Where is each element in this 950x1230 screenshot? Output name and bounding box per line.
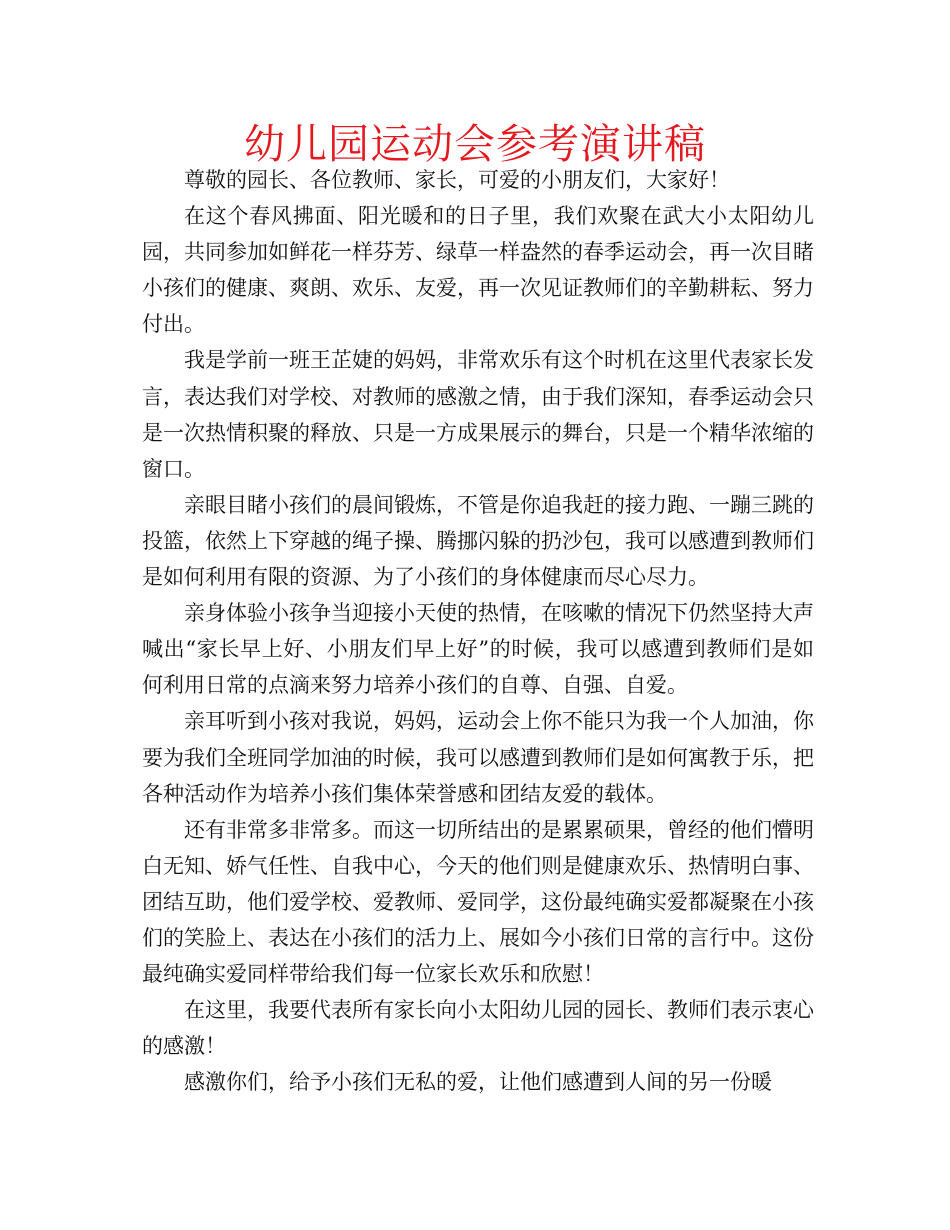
paragraph: 在这里，我要代表所有家长向小太阳幼儿园的园长、教师们表示衷心的感激！: [142, 998, 814, 1059]
paragraph: 在这个春风拂面、阳光暖和的日子里，我们欢聚在武大小太阳幼儿园，共同参加如鲜花一样芬芳、绿草一样盎然的春季运动会，再一次目睹小孩们的健康、爽朗、欢乐、友爱，再一次见证教师们的辛勤耕耘、努力付出。: [142, 204, 814, 337]
document-title: 幼儿园运动会参考演讲稿: [244, 120, 706, 168]
paragraph: 还有非常多非常多。而这一切所结出的是累累硕果，曾经的他们懵明白无知、娇气任性、自我中心，今天的他们则是健康欢乐、热情明白事、团结互助，他们爱学校、爱教师、爱同学，这份最纯确实爱都凝聚在小孩们的笑脸上、表达在小孩们的活力上、展如今小孩们日常的言行中。这份最纯确实爱同样带给我们每一位家长欢乐和欣慰！: [142, 817, 814, 987]
document-body: [142, 162, 814, 1100]
paragraph: 亲身体验小孩争当迎接小天使的热情，在咳嗽的情况下仍然坚持大声喊出“家长早上好、小朋友们早上好”的时候，我可以感遭到教师们是如何利用日常的点滴来努力培养小孩们的自尊、自强、自爱。: [142, 601, 814, 698]
paragraph-greeting: 尊敬的园长、各位教师、家长，可爱的小朋友们，大家好！: [184, 168, 730, 192]
paragraph: 我是学前一班王芷婕的妈妈，非常欢乐有这个时机在这里代表家长发言，表达我们对学校、对教师的感激之情，由于我们深知，春季运动会只是一次热情积聚的释放、只是一方成果展示的舞台，只是一个精华浓缩的窗口。: [142, 348, 814, 481]
paragraph: 感激你们，给予小孩们无私的爱，让他们感遭到人间的另一份暖: [184, 1070, 772, 1095]
paragraph: 亲眼目睹小孩们的晨间锻炼，不管是你追我赶的接力跑、一蹦三跳的投篮，依然上下穿越的绳子操、腾挪闪躲的扔沙包，我可以感遭到教师们是如何利用有限的资源、为了小孩们的身体健康而尽心尽力。: [142, 492, 814, 590]
paragraph: 亲耳听到小孩对我说，妈妈，运动会上你不能只为我一个人加油，你要为我们全班同学加油的时候，我可以感遭到教师们是如何寓教于乐，把各种活动作为培养小孩们集体荣誉感和团结友爱的载体。: [142, 709, 814, 806]
